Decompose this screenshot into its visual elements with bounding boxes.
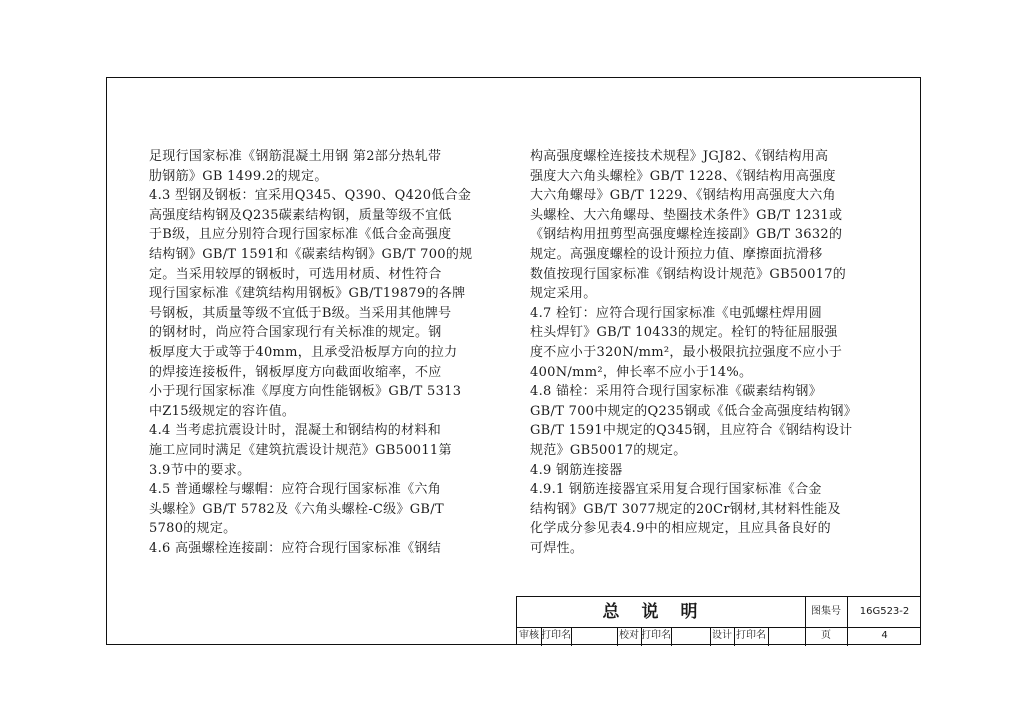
text-line: 高强度结构钢及Q235碳素结构钢，质量等级不宜低: [149, 207, 452, 223]
design-label: 设计: [712, 630, 732, 641]
text-line: 4.6 高强螺栓连接副：应符合现行国家标准《钢结: [149, 540, 442, 556]
review-name: 打印名: [541, 630, 571, 641]
text-line: 400N/mm²，伸长率不应小于14%。: [530, 364, 753, 380]
divider: [768, 627, 769, 646]
page-label: 页: [821, 630, 831, 641]
check-name: 打印名: [641, 630, 671, 641]
text-line: GB/T 700中规定的Q235钢或《低合金高强度结构钢》: [530, 403, 858, 419]
text-line: 头螺栓、大六角螺母、垫圈技术条件》GB/T 1231或: [530, 207, 843, 223]
text-line: 的焊接连接板件，钢板厚度方向截面收缩率，不应: [149, 364, 442, 380]
text-line: 大六角螺母》GB/T 1229、《钢结构用高强度大六角: [530, 188, 836, 204]
text-line: 4.3 型钢及钢板：宜采用Q345、Q390、Q420低合金: [149, 188, 472, 204]
text-line: 肋钢筋》GB 1499.2的规定。: [149, 168, 328, 184]
text-line: 于B级，且应分别符合现行国家标准《低合金高强度: [149, 227, 452, 243]
title-block: [516, 596, 921, 645]
check-label: 校对: [619, 630, 639, 641]
text-line: 3.9节中的要求。: [149, 462, 251, 478]
text-line: 足现行国家标准《钢筋混凝土用钢 第2部分热轧带: [149, 149, 442, 164]
text-line: 中Z15级规定的容许值。: [149, 403, 296, 419]
right-text-column: [530, 147, 880, 558]
text-line: 4.5 普通螺栓与螺帽：应符合现行国家标准《六角: [149, 482, 442, 498]
design-name: 打印名: [736, 630, 766, 641]
text-line: 头螺栓》GB/T 5782及《六角头螺栓-C级》GB/T: [149, 501, 444, 517]
drawing-title: 总说明: [602, 602, 720, 622]
text-line: 4.8 锚栓：采用符合现行国家标准《碳素结构钢》: [530, 384, 823, 400]
text-line: 结构钢》GB/T 3077规定的20Cr钢材,其材料性能及: [530, 501, 841, 517]
text-line: 可焊性。: [530, 540, 584, 556]
text-line: 构高强度螺栓连接技术规程》JGJ82、《钢结构用高: [530, 149, 829, 164]
left-text-column: [149, 147, 499, 558]
text-line: 规定。高强度螺栓的设计预拉力值、摩擦面抗滑移: [530, 246, 823, 262]
divider: [571, 627, 572, 646]
text-line: 施工应同时满足《建筑抗震设计规范》GB50011第: [149, 442, 452, 458]
text-line: 《钢结构用扭剪型高强度螺栓连接副》GB/T 3632的: [530, 227, 843, 243]
text-line: 4.9.1 钢筋连接器宜采用复合现行国家标准《合金: [530, 482, 822, 498]
divider: [671, 627, 672, 646]
page-number: 4: [881, 630, 888, 641]
text-line: 现行国家标准《建筑结构用钢板》GB/T19879的各牌: [149, 286, 466, 302]
text-line: 的钢材时，尚应符合国家现行有关标准的规定。钢: [149, 325, 442, 341]
text-line: 规定采用。: [530, 286, 597, 302]
text-line: 4.7 栓钉：应符合现行国家标准《电弧螺柱焊用圆: [530, 305, 823, 321]
text-line: 4.9 钢筋连接器: [530, 462, 623, 478]
atlas-label: 图集号: [811, 606, 841, 617]
text-line: 4.4 当考虑抗震设计时，混凝土和钢结构的材料和: [149, 423, 442, 439]
text-line: 规范》GB50017的规定。: [530, 442, 687, 458]
text-line: 化学成分参见表4.9中的相应规定，且应具备良好的: [530, 521, 831, 537]
text-line: 号钢板，其质量等级不宜低于B级。当采用其他牌号: [149, 305, 452, 321]
text-line: 数值按现行国家标准《钢结构设计规范》GB50017的: [530, 266, 847, 282]
atlas-number: 16G523-2: [859, 606, 910, 617]
text-line: 强度大六角头螺栓》GB/T 1228、《钢结构用高强度: [530, 168, 836, 184]
text-line: GB/T 1591中规定的Q345钢，且应符合《钢结构设计: [530, 423, 853, 439]
text-line: 定。当采用较厚的钢板时，可选用材质、材性符合: [149, 266, 442, 282]
text-line: 小于现行国家标准《厚度方向性能钢板》GB/T 5313: [149, 384, 462, 400]
text-line: 结构钢》GB/T 1591和《碳素结构钢》GB/T 700的规: [149, 246, 473, 262]
review-label: 审核: [519, 630, 539, 641]
title-row: [517, 597, 921, 628]
text-line: 板厚度大于或等于40mm，且承受沿板厚方向的拉力: [149, 344, 458, 360]
text-line: 度不应小于320N/mm²，最小极限抗拉强度不应小于: [530, 344, 843, 360]
text-line: 5780的规定。: [149, 521, 237, 537]
text-line: 柱头焊钉》GB/T 10433的规定。栓钉的特征屈服强: [530, 325, 838, 341]
